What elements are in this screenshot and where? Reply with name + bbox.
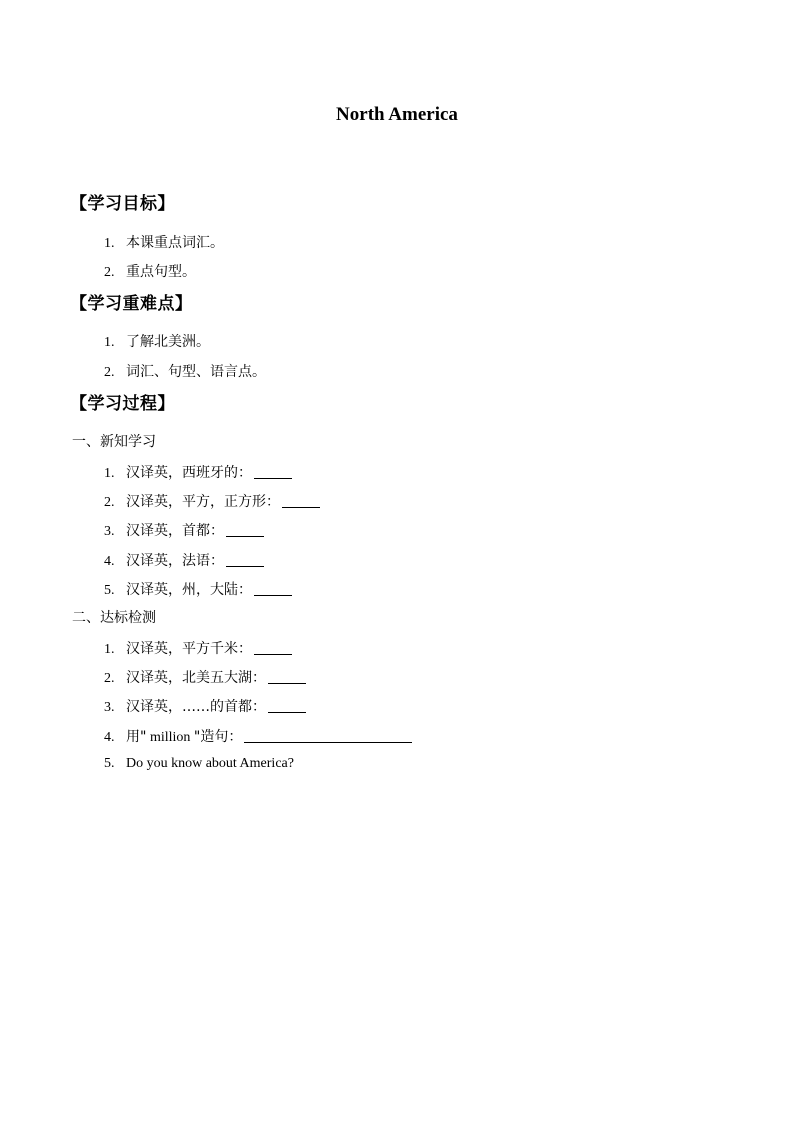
item-number: 2.: [104, 671, 115, 686]
item-number: 2.: [104, 265, 115, 280]
list-item: [104, 232, 224, 252]
answer-blank[interactable]: [268, 669, 306, 684]
answer-blank[interactable]: [226, 552, 264, 567]
item-text: 汉译英，北美五大湖：: [126, 670, 266, 686]
item-number: 5.: [104, 583, 115, 598]
item-text: 汉译英，西班牙的：: [126, 465, 252, 481]
exercise-item: [104, 696, 306, 716]
item-number: 1.: [104, 236, 115, 251]
item-number: 4.: [104, 730, 115, 745]
item-keyword: million: [146, 730, 194, 745]
answer-blank[interactable]: [282, 493, 320, 508]
exercise-item: [104, 755, 294, 772]
exercise-item: [104, 667, 306, 687]
exercise-item: [104, 520, 264, 540]
item-text: 了解北美洲。: [126, 334, 210, 350]
exercise-item: [104, 462, 292, 482]
answer-blank[interactable]: [244, 728, 412, 743]
item-text: 重点句型。: [126, 264, 196, 280]
item-number: 5.: [104, 756, 115, 771]
section-heading-objectives: 【学习目标】: [70, 194, 175, 214]
item-number: 1.: [104, 466, 115, 481]
answer-blank[interactable]: [254, 464, 292, 479]
item-number: 2.: [104, 365, 115, 380]
exercise-item: [104, 579, 292, 599]
item-text: 汉译英，州，大陆：: [126, 582, 252, 598]
exercise-item: [104, 638, 292, 658]
item-number: 4.: [104, 554, 115, 569]
exercise-item: [104, 491, 320, 511]
item-number: 2.: [104, 495, 115, 510]
item-number: 1.: [104, 335, 115, 350]
item-text: 汉译英，法语：: [126, 553, 224, 569]
part-heading-assessment: 二、达标检测: [72, 610, 156, 626]
answer-blank[interactable]: [268, 698, 306, 713]
list-item: [104, 331, 210, 351]
section-heading-process: 【学习过程】: [70, 394, 175, 414]
section-heading-key-points: 【学习重难点】: [70, 294, 193, 314]
item-text: 汉译英，平方，正方形：: [126, 494, 280, 510]
item-text-suffix: "造句：: [193, 729, 243, 745]
exercise-item: [104, 550, 264, 570]
answer-blank[interactable]: [226, 522, 264, 537]
item-text: Do you know about America?: [126, 756, 294, 771]
list-item: [104, 361, 266, 381]
page-title: North America: [336, 104, 458, 125]
item-text: 汉译英，……的首都：: [126, 699, 266, 715]
exercise-item: [104, 726, 412, 746]
answer-blank[interactable]: [254, 640, 292, 655]
item-text-prefix: 用": [126, 729, 147, 745]
item-number: 1.: [104, 642, 115, 657]
answer-blank[interactable]: [254, 581, 292, 596]
part-heading-new-learning: 一、新知学习: [72, 434, 156, 450]
list-item: [104, 261, 196, 281]
item-text: 本课重点词汇。: [126, 235, 224, 251]
item-text: 词汇、句型、语言点。: [126, 364, 266, 380]
item-text: 汉译英，平方千米：: [126, 641, 252, 657]
item-number: 3.: [104, 524, 115, 539]
item-text: 汉译英，首都：: [126, 523, 224, 539]
item-number: 3.: [104, 700, 115, 715]
